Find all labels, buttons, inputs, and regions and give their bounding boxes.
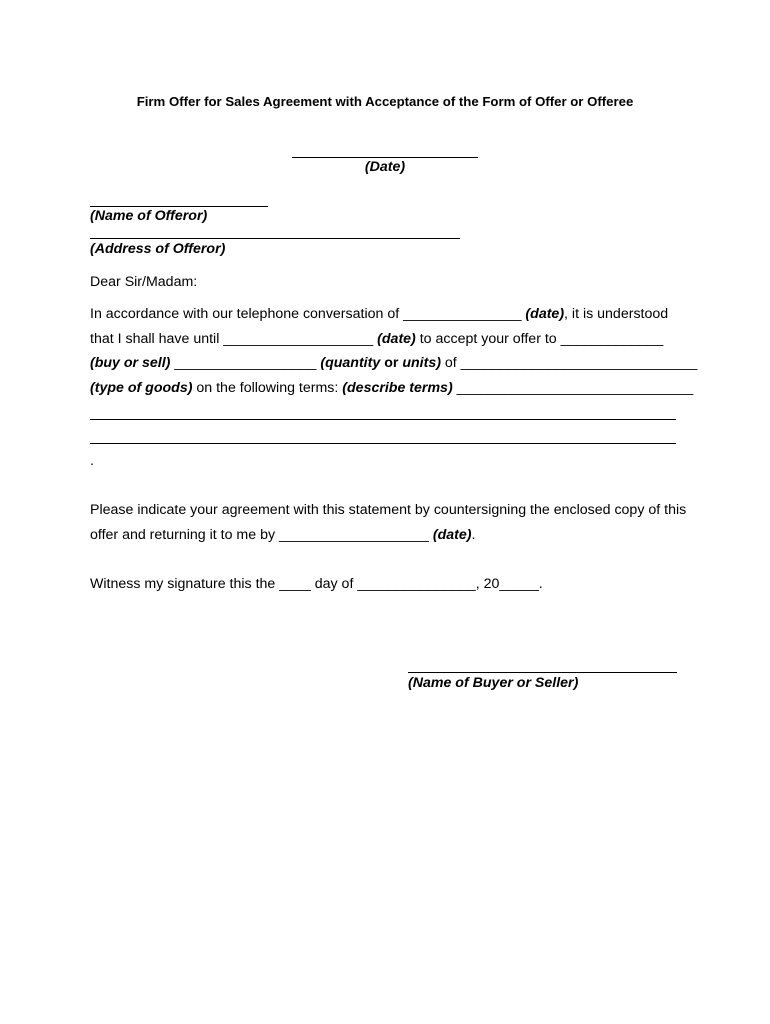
offeror-address-label: (Address of Offeror) [90, 241, 226, 257]
p1-l1-text-a: In accordance with our telephone conversation of _______________ [90, 306, 526, 322]
document-title: Firm Offer for Sales Agreement with Acceptance of the Form of Offer or Offeree [136, 94, 634, 109]
p1-l1-date-label: (date) [525, 306, 565, 322]
paragraph2-line1: Please indicate your agreement with this statement by countersigning the enclosed copy of this [90, 502, 687, 518]
paragraph1-end-dot: . [90, 453, 94, 469]
paragraph2-line2 [90, 526, 475, 544]
terms-blank-line-1 [90, 419, 676, 420]
p1-l2-text-c: to accept your offer to _____________ [415, 331, 664, 347]
p1-l3-units-label: units) [402, 355, 441, 371]
p1-l1-text-c: , it is understood [564, 306, 669, 322]
witness-line: Witness my signature this the ____ day of _______________, 20_____. [90, 576, 543, 592]
p1-l3-or: or [380, 355, 403, 371]
p1-l4-text-d: ______________________________ [452, 380, 694, 396]
terms-blank-line-2 [90, 443, 676, 444]
p1-l3-text-b: __________________ [170, 355, 321, 371]
salutation: Dear Sir/Madam: [90, 274, 198, 290]
p1-l4-terms-label: (describe terms) [342, 380, 453, 396]
p1-l2-date-label: (date) [377, 331, 416, 347]
date-label: (Date) [364, 159, 406, 175]
paragraph1-line3 [90, 354, 697, 372]
p1-l3-text-f: of ______________________________ [440, 355, 698, 371]
p2-l2-date-label: (date) [432, 527, 472, 543]
p1-l2-text-a: that I shall have until ___________________ [90, 331, 378, 347]
p2-l2-text-c: . [471, 527, 476, 543]
p1-l4-text-b: on the following terms: [192, 380, 343, 396]
offeror-name-label: (Name of Offeror) [90, 208, 208, 224]
p1-l3-quantity-label: (quantity [320, 355, 381, 371]
paragraph1-line1 [90, 305, 668, 323]
p2-l2-text-a: offer and returning it to me by ___________________ [90, 527, 433, 543]
offeror-address-blank-line [90, 238, 460, 239]
paragraph1-line4 [90, 379, 693, 397]
signature-label: (Name of Buyer or Seller) [408, 675, 579, 691]
paragraph1-line2 [90, 330, 663, 348]
p1-l4-goods-label: (type of goods) [90, 380, 193, 396]
signature-blank-line [408, 672, 677, 673]
p1-l3-buy-sell-label: (buy or sell) [90, 355, 171, 371]
